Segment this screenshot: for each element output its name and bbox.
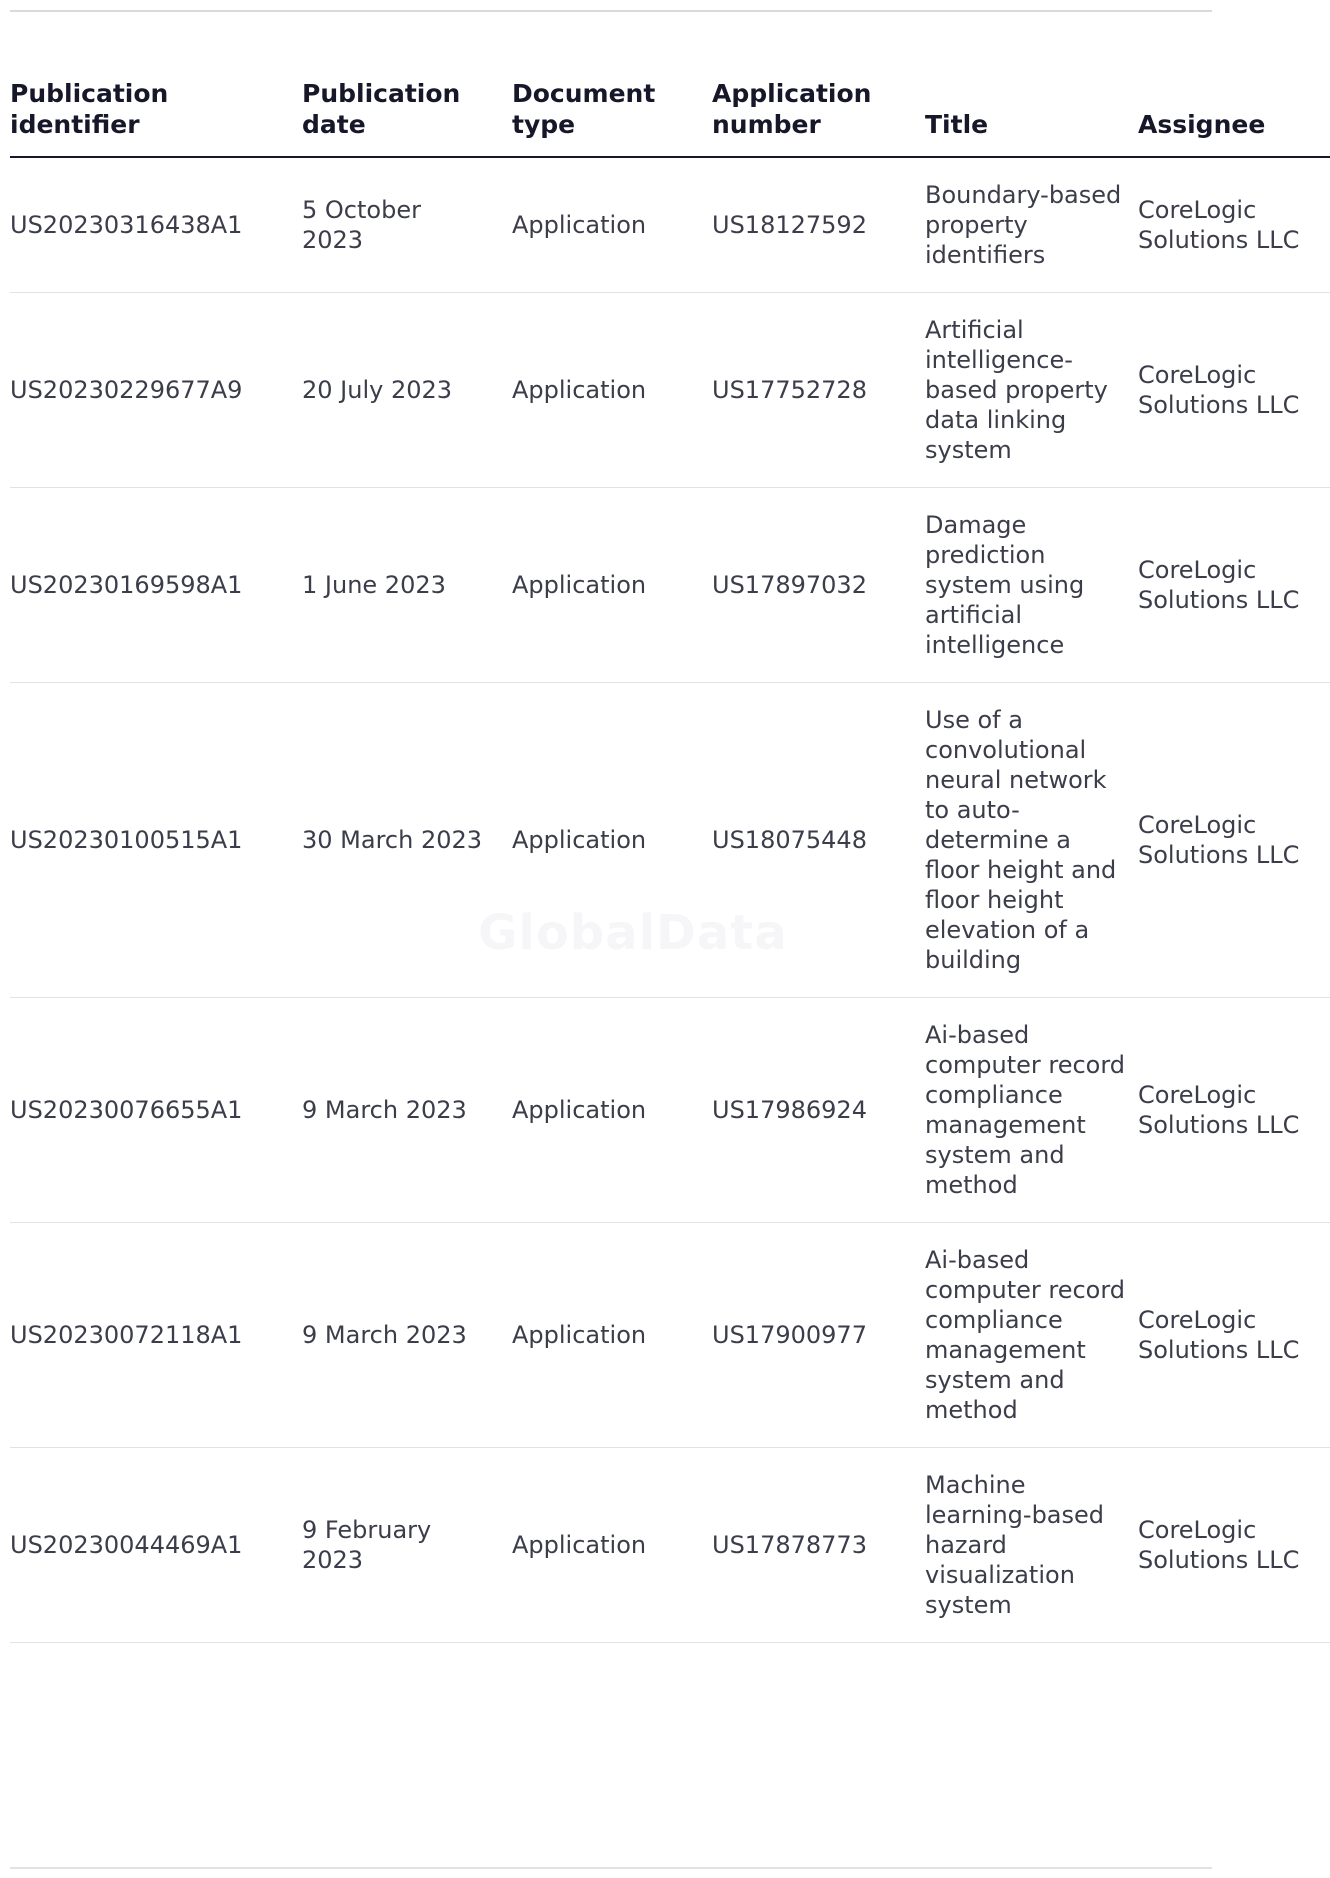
- cell-application-number: US17986924: [712, 998, 925, 1223]
- cell-publication-date: 9 March 2023: [302, 998, 512, 1223]
- bottom-divider: [10, 1867, 1212, 1869]
- cell-assignee: CoreLogic Solutions LLC: [1138, 1223, 1330, 1448]
- cell-application-number: US17897032: [712, 488, 925, 683]
- cell-title: Artificial intelligence-based property data linking system: [925, 293, 1138, 488]
- table-row: [10, 157, 1330, 293]
- watermark: GlobalData: [478, 905, 788, 961]
- cell-assignee: CoreLogic Solutions LLC: [1138, 157, 1330, 293]
- cell-application-number: US17900977: [712, 1223, 925, 1448]
- table-header: [10, 62, 1330, 157]
- table-row: [10, 488, 1330, 683]
- table-row: [10, 998, 1330, 1223]
- cell-title: Machine learning-based hazard visualization system: [925, 1448, 1138, 1643]
- cell-document-type: Application: [512, 683, 712, 998]
- table-row: [10, 1448, 1330, 1643]
- patent-table: [10, 62, 1330, 1643]
- cell-publication-identifier: US20230316438A1: [10, 157, 302, 293]
- cell-publication-date: 9 February 2023: [302, 1448, 512, 1643]
- cell-title: Ai-based computer record compliance management system and method: [925, 1223, 1138, 1448]
- cell-title: Damage prediction system using artificial intelligence: [925, 488, 1138, 683]
- cell-publication-identifier: US20230229677A9: [10, 293, 302, 488]
- cell-publication-identifier: US20230076655A1: [10, 998, 302, 1223]
- header-application-number: Application number: [712, 62, 925, 157]
- cell-assignee: CoreLogic Solutions LLC: [1138, 683, 1330, 998]
- cell-publication-identifier: US20230169598A1: [10, 488, 302, 683]
- table-row: [10, 683, 1330, 998]
- header-assignee: Assignee: [1138, 62, 1330, 157]
- cell-application-number: US18075448: [712, 683, 925, 998]
- cell-publication-date: 5 October 2023: [302, 157, 512, 293]
- header-title: Title: [925, 62, 1138, 157]
- cell-publication-date: 30 March 2023: [302, 683, 512, 998]
- cell-document-type: Application: [512, 998, 712, 1223]
- cell-publication-date: 9 March 2023: [302, 1223, 512, 1448]
- cell-title: Use of a convolutional neural network to auto-determine a floor height and floor height elevation of a building: [925, 683, 1138, 998]
- header-publication-date: Publication date: [302, 62, 512, 157]
- table-row: [10, 1223, 1330, 1448]
- cell-publication-identifier: US20230044469A1: [10, 1448, 302, 1643]
- cell-publication-identifier: US20230100515A1: [10, 683, 302, 998]
- cell-application-number: US17752728: [712, 293, 925, 488]
- cell-document-type: Application: [512, 157, 712, 293]
- cell-application-number: US17878773: [712, 1448, 925, 1643]
- cell-title: Ai-based computer record compliance management system and method: [925, 998, 1138, 1223]
- cell-document-type: Application: [512, 293, 712, 488]
- cell-assignee: CoreLogic Solutions LLC: [1138, 488, 1330, 683]
- cell-document-type: Application: [512, 1223, 712, 1448]
- cell-title: Boundary-based property identifiers: [925, 157, 1138, 293]
- cell-assignee: CoreLogic Solutions LLC: [1138, 1448, 1330, 1643]
- cell-publication-date: 20 July 2023: [302, 293, 512, 488]
- header-row: [10, 62, 1330, 157]
- table-row: [10, 293, 1330, 488]
- cell-assignee: CoreLogic Solutions LLC: [1138, 998, 1330, 1223]
- cell-application-number: US18127592: [712, 157, 925, 293]
- cell-document-type: Application: [512, 488, 712, 683]
- cell-publication-date: 1 June 2023: [302, 488, 512, 683]
- cell-assignee: CoreLogic Solutions LLC: [1138, 293, 1330, 488]
- header-document-type: Document type: [512, 62, 712, 157]
- table-body: [10, 157, 1330, 1643]
- cell-document-type: Application: [512, 1448, 712, 1643]
- header-publication-identifier: Publication identifier: [10, 62, 302, 157]
- cell-publication-identifier: US20230072118A1: [10, 1223, 302, 1448]
